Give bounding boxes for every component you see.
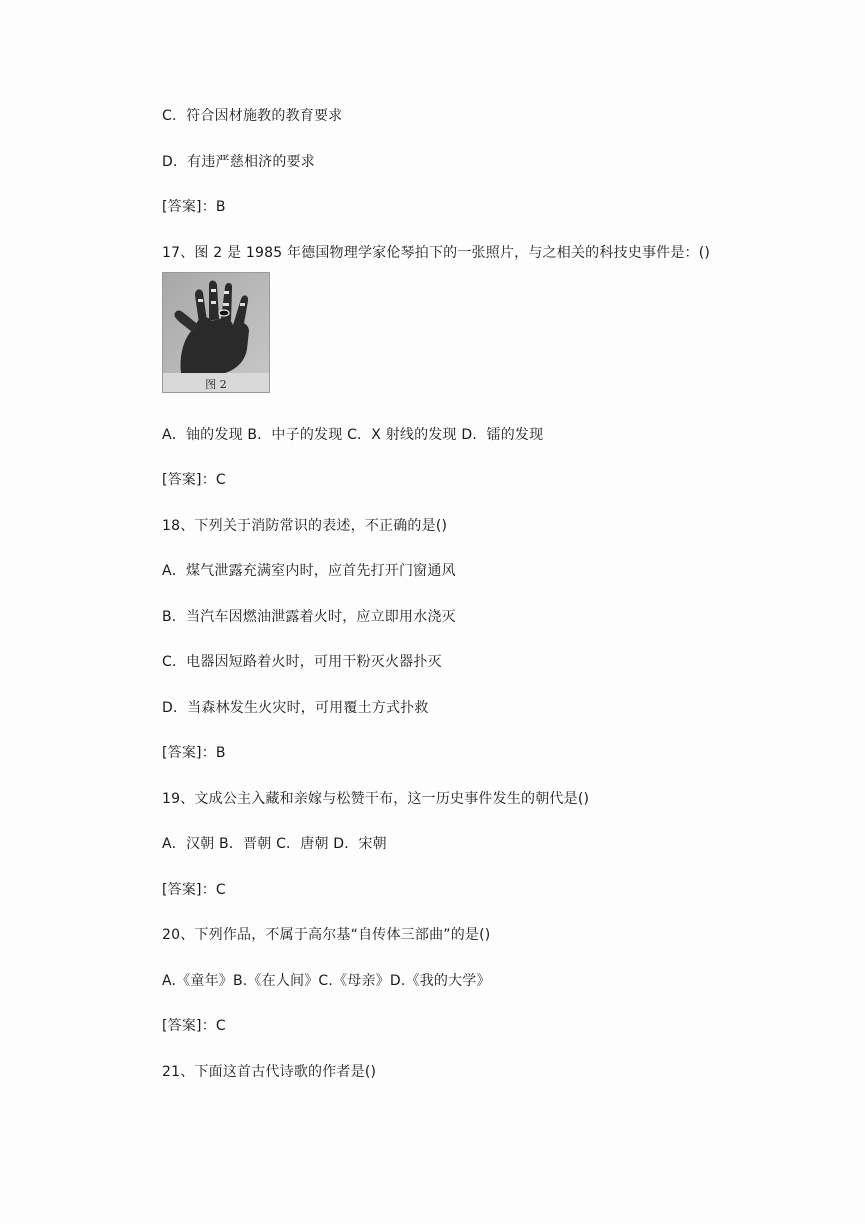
figure-caption: 图 2	[205, 378, 227, 391]
q18-answer: [答案]：B	[162, 745, 226, 761]
xray-hand-figure	[162, 272, 270, 393]
q18-option-c: C．电器因短路着火时，可用干粉灭火器扑灭	[162, 654, 442, 670]
q16-option-d: D．有违严慈相济的要求	[162, 154, 315, 170]
q17-question: 17、图 2 是 1985 年德国物理学家伦琴拍下的一张照片，与之相关的科技史事件是：()	[162, 245, 711, 261]
q18-option-a: A．煤气泄露充满室内时，应首先打开门窗通风	[162, 563, 456, 579]
q20-question: 20、下列作品，不属于高尔基“自传体三部曲”的是()	[162, 927, 491, 943]
q18-option-b: B．当汽车因燃油泄露着火时，应立即用水浇灭	[162, 609, 456, 625]
q17-options: A．铀的发现 B．中子的发现 C．X 射线的发现 D．镭的发现	[162, 427, 544, 443]
q21-question: 21、下面这首古代诗歌的作者是()	[162, 1064, 377, 1080]
q17-answer: [答案]：C	[162, 472, 226, 488]
q18-question: 18、下列关于消防常识的表述，不正确的是()	[162, 518, 448, 534]
q20-options: A.《童年》B.《在人间》C.《母亲》D.《我的大学》	[162, 973, 491, 989]
q19-options: A．汉朝 B．晋朝 C．唐朝 D．宋朝	[162, 836, 387, 852]
q16-answer: [答案]：B	[162, 199, 226, 215]
q19-answer: [答案]：C	[162, 882, 226, 898]
q16-option-c: C．符合因材施教的教育要求	[162, 108, 343, 124]
xray-hand-photo-icon	[163, 273, 269, 392]
q19-question: 19、文成公主入藏和亲嫁与松赞干布，这一历史事件发生的朝代是()	[162, 791, 590, 807]
q18-option-d: D．当森林发生火灾时，可用覆土方式扑救	[162, 700, 429, 716]
q20-answer: [答案]：C	[162, 1018, 226, 1034]
